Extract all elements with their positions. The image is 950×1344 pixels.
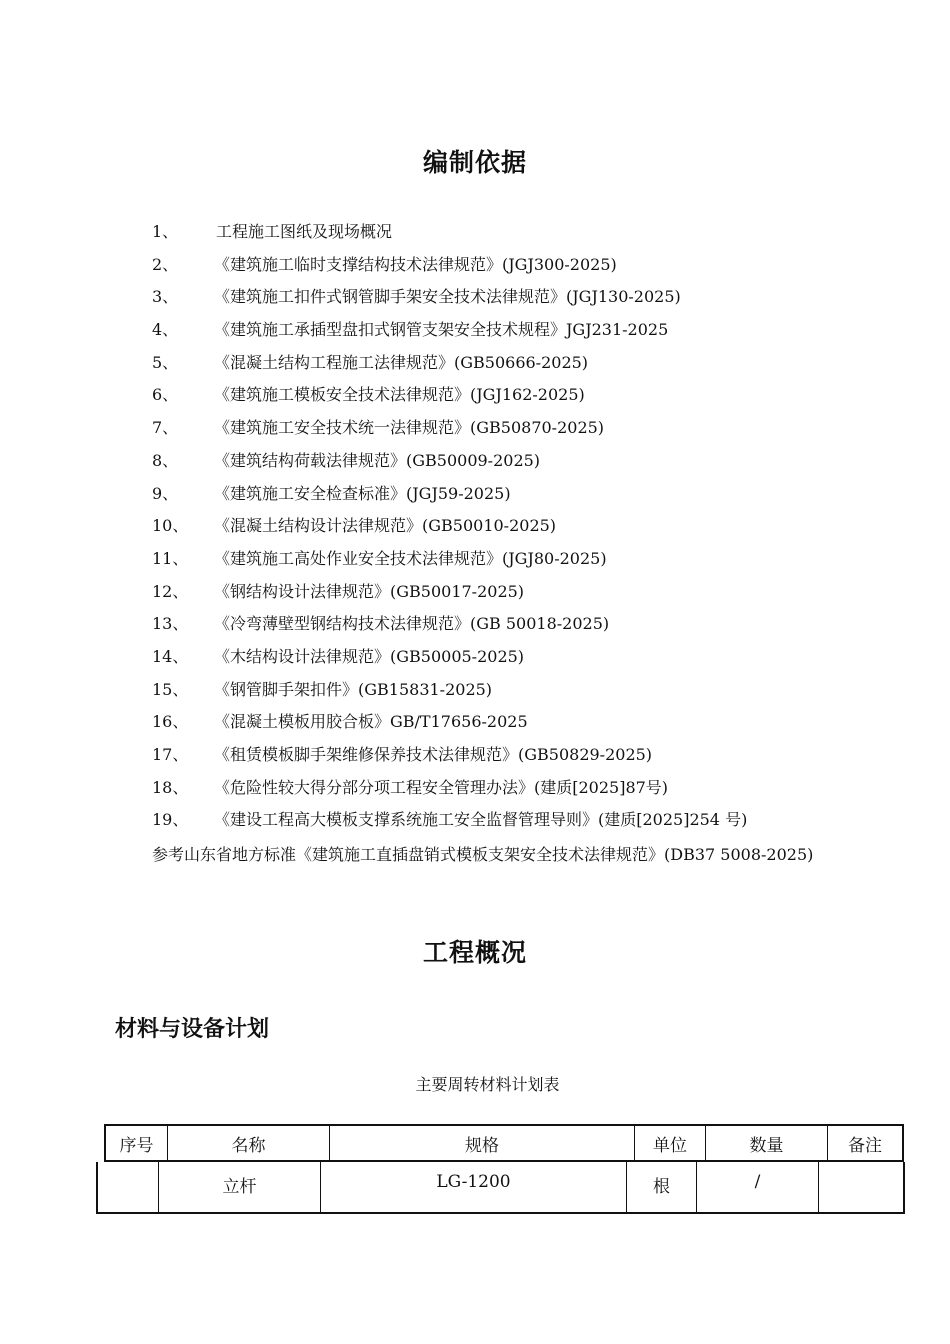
list-item [152, 608, 872, 641]
item-text: 《建筑施工安全技术统一法律规范》(GB50870-2025) [214, 418, 605, 438]
table-cell: / [697, 1162, 819, 1212]
item-text: 《混凝土模板用胶合板》GB/T17656-2025 [214, 712, 528, 732]
list-item [152, 216, 872, 249]
list-item [152, 706, 872, 739]
item-text: 《冷弯薄壁型钢结构技术法律规范》(GB 50018-2025) [214, 614, 610, 634]
list-item [152, 478, 872, 511]
extra-reference: 参考山东省地方标准《建筑施工直插盘销式模板支架安全技术法律规范》(DB37 5008-2025) [152, 845, 814, 864]
table-caption: 主要周转材料计划表 [415, 1075, 560, 1094]
heading-materials: 材料与设备计划 [115, 1017, 270, 1042]
table-header-cell: 数量 [706, 1126, 828, 1160]
item-text: 《租赁模板脚手架维修保养技术法律规范》(GB50829-2025) [214, 745, 653, 764]
item-number: 11、 [152, 548, 189, 568]
item-number: 8、 [152, 450, 179, 470]
list-item [152, 739, 872, 772]
item-text: 《建设工程高大模板支撑系统施工安全监督管理导则》(建质[2025]254 号) [214, 810, 748, 830]
item-text: 《建筑施工模板安全技术法律规范》(JGJ162-2025) [214, 385, 585, 405]
item-text: 《建筑施工高处作业安全技术法律规范》(JGJ80-2025) [214, 548, 607, 568]
item-number: 10、 [152, 516, 189, 536]
item-number: 17、 [152, 745, 189, 764]
list-item [152, 804, 872, 837]
item-number: 1、 [152, 222, 179, 241]
table-header-row [104, 1124, 904, 1162]
item-text: 《建筑施工扣件式钢管脚手架安全技术法律规范》(JGJ130-2025) [214, 287, 681, 307]
item-text: 《建筑结构荷载法律规范》(GB50009-2025) [214, 450, 541, 470]
item-text: 《混凝土结构设计法律规范》(GB50010-2025) [214, 516, 557, 536]
table-header-cell: 序号 [106, 1126, 168, 1160]
table-cell: 根 [627, 1162, 697, 1212]
list-item [152, 445, 872, 478]
item-number: 14、 [152, 646, 189, 666]
item-text: 《钢管脚手架扣件》(GB15831-2025) [214, 679, 493, 699]
table-header-cell: 备注 [848, 1136, 882, 1156]
table-header-cell: 名称 [168, 1126, 330, 1160]
item-number: 13、 [152, 614, 189, 634]
item-number: 18、 [152, 777, 189, 797]
table-cell [98, 1162, 159, 1212]
list-item [152, 347, 872, 380]
table-cell: LG-1200 [321, 1162, 627, 1212]
list-item [152, 314, 872, 347]
table-header-cell: 单位 [635, 1126, 706, 1160]
item-text: 《木结构设计法律规范》(GB50005-2025) [214, 646, 525, 666]
item-number: 3、 [152, 287, 179, 307]
item-number: 16、 [152, 712, 189, 732]
item-text: 《建筑施工临时支撑结构技术法律规范》(JGJ300-2025) [214, 254, 617, 274]
item-number: 12、 [152, 581, 189, 601]
heading-overview: 工程概况 [422, 938, 527, 967]
item-text: 《建筑施工承插型盘扣式钢管支架安全技术规程》JGJ231-2025 [214, 320, 669, 340]
list-item [152, 510, 872, 543]
item-number: 19、 [152, 810, 189, 830]
item-text: 工程施工图纸及现场概况 [216, 222, 393, 241]
list-item [152, 281, 872, 314]
item-text: 《危险性较大得分部分项工程安全管理办法》(建质[2025]87号) [214, 777, 669, 797]
item-text: 《建筑施工安全检查标准》(JGJ59-2025) [214, 483, 511, 503]
table-row [96, 1162, 905, 1214]
list-item [152, 576, 872, 609]
table-header-cell: 规格 [330, 1126, 635, 1160]
item-number: 5、 [152, 352, 179, 372]
item-text: 《混凝土结构工程施工法律规范》(GB50666-2025) [214, 352, 589, 372]
heading-basis: 编制依据 [422, 148, 527, 177]
list-item [152, 249, 872, 282]
list-item [152, 412, 872, 445]
item-number: 2、 [152, 254, 179, 274]
item-number: 15、 [152, 679, 189, 699]
item-text: 《钢结构设计法律规范》(GB50017-2025) [214, 581, 525, 601]
list-item [152, 772, 872, 805]
item-number: 9、 [152, 483, 179, 503]
item-number: 4、 [152, 320, 179, 340]
list-item [152, 674, 872, 707]
table-cell: 立杆 [159, 1162, 321, 1212]
list-item [152, 641, 872, 674]
item-number: 6、 [152, 385, 179, 405]
table-cell [819, 1162, 903, 1212]
reference-list [152, 216, 872, 837]
list-item [152, 379, 872, 412]
item-number: 7、 [152, 418, 179, 438]
list-item [152, 543, 872, 576]
